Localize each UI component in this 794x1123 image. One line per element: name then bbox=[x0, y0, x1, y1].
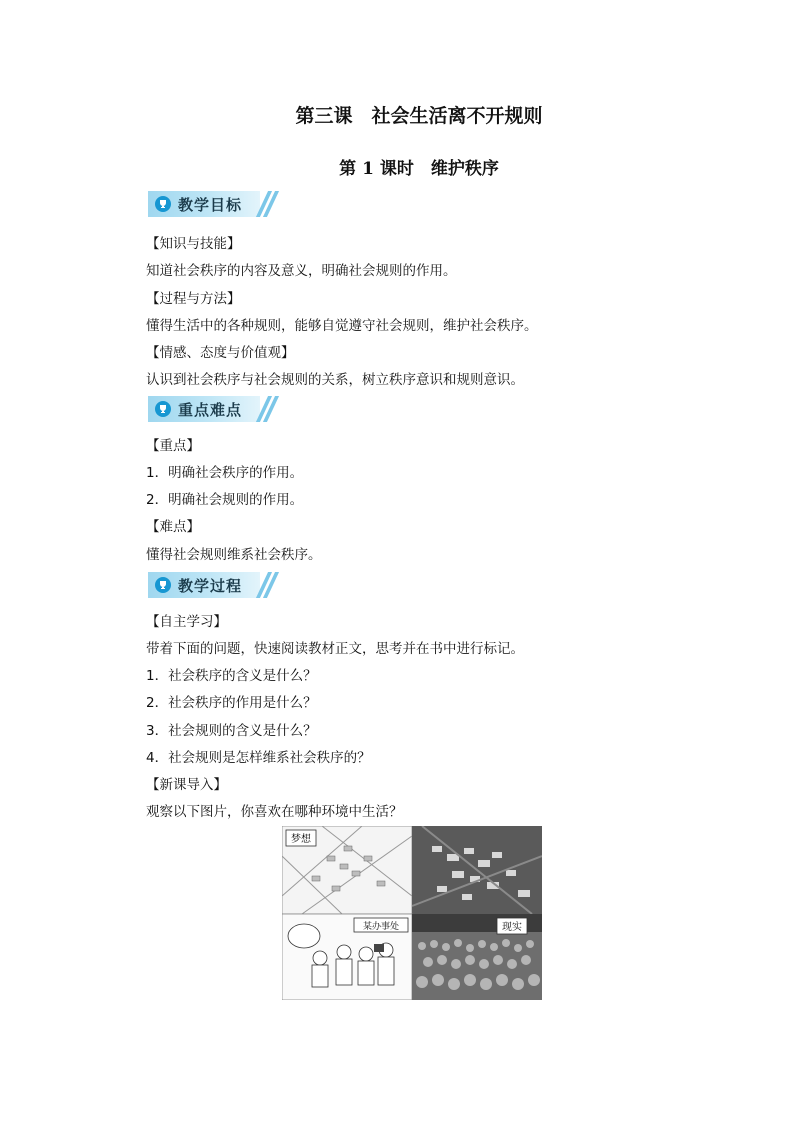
emotion-text: 认识到社会秩序与社会规则的关系，树立秩序意识和规则意识。 bbox=[146, 372, 524, 388]
difficulty-heading: 【难点】 bbox=[146, 519, 200, 535]
question-1: 1．社会秩序的含义是什么？ bbox=[146, 668, 317, 684]
office-sign-text: 某办事处 bbox=[362, 922, 400, 932]
section-header-teaching-goals bbox=[148, 191, 274, 217]
new-lesson-heading: 【新课导入】 bbox=[146, 777, 227, 793]
key-point-1: 1．明确社会秩序的作用。 bbox=[146, 465, 304, 481]
new-lesson-text: 观察以下图片，你喜欢在哪种环境中生活？ bbox=[146, 804, 403, 820]
section-header-teaching-process bbox=[148, 572, 274, 598]
question-3: 3．社会规则的含义是什么？ bbox=[146, 723, 317, 739]
reality-label: 现实 bbox=[502, 922, 522, 933]
section-label: 教学过程 bbox=[178, 577, 243, 595]
trophy-icon bbox=[155, 577, 171, 593]
key-point-2: 2．明确社会规则的作用。 bbox=[146, 492, 304, 508]
self-study-intro: 带着下面的问题，快速阅读教材正文，思考并在书中进行标记。 bbox=[146, 641, 524, 657]
self-study-heading: 【自主学习】 bbox=[146, 614, 227, 630]
process-method-text: 懂得生活中的各种规则，能够自觉遵守社会规则，维护社会秩序。 bbox=[146, 318, 538, 334]
section-label: 教学目标 bbox=[178, 196, 243, 214]
trophy-icon bbox=[155, 401, 171, 417]
knowledge-text: 知道社会秩序的内容及意义，明确社会规则的作用。 bbox=[146, 263, 457, 279]
dream-label: 梦想 bbox=[291, 834, 311, 845]
emotion-heading: 【情感、态度与价值观】 bbox=[146, 345, 295, 361]
lesson-title: 第三课 社会生活离不开规则 bbox=[295, 105, 543, 127]
question-2: 2．社会秩序的作用是什么？ bbox=[146, 695, 317, 711]
knowledge-heading: 【知识与技能】 bbox=[146, 236, 241, 252]
trophy-icon bbox=[155, 196, 171, 212]
process-method-heading: 【过程与方法】 bbox=[146, 291, 241, 307]
section-label: 重点难点 bbox=[178, 401, 243, 419]
difficulty-text: 懂得社会规则维系社会秩序。 bbox=[146, 547, 322, 563]
period-title: 第 1 课时 维护秩序 bbox=[339, 159, 499, 179]
key-heading: 【重点】 bbox=[146, 438, 200, 454]
section-header-key-difficulties bbox=[148, 396, 274, 422]
question-4: 4．社会规则是怎样维系社会秩序的？ bbox=[146, 750, 371, 766]
dream-vs-reality-illustration bbox=[282, 826, 542, 1000]
